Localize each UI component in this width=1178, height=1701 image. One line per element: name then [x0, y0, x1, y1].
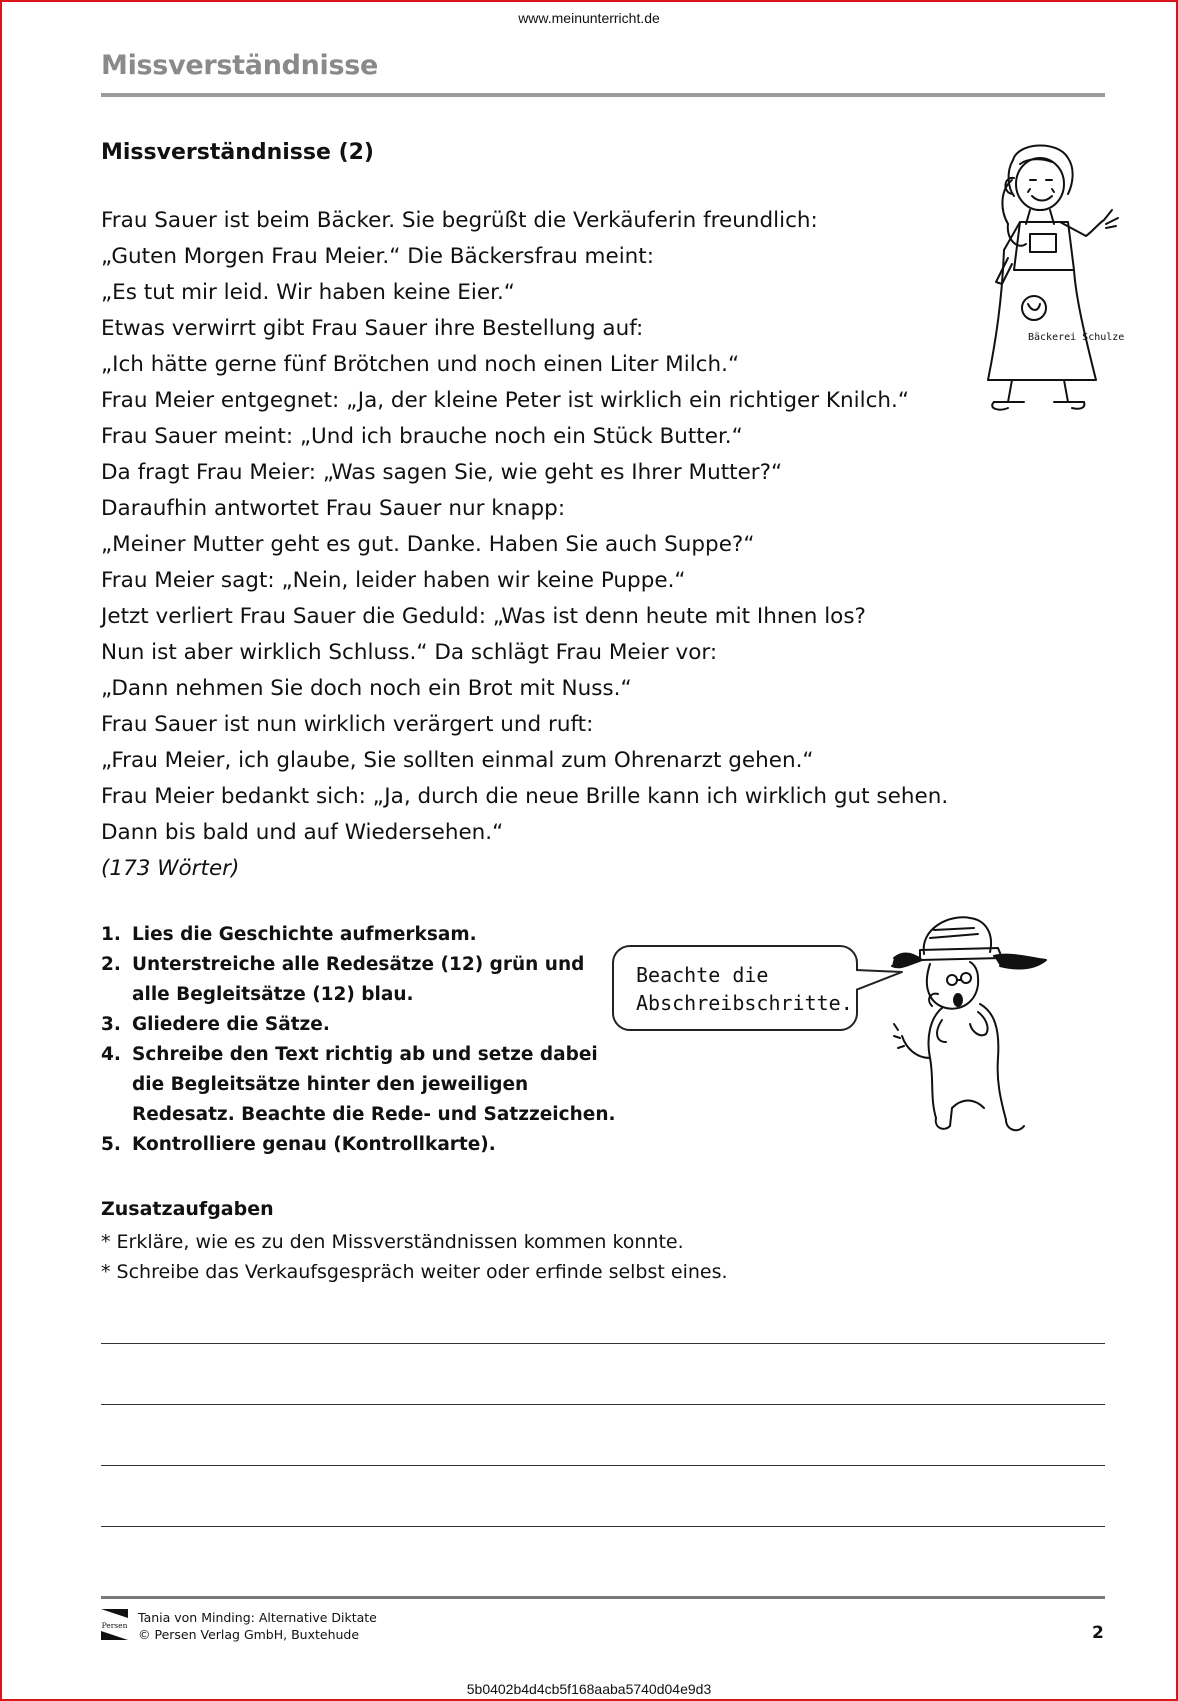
task-text: Unterstreiche alle Redesätze (12) grün und alle Begleitsätze (12) blau. [132, 954, 585, 1005]
story-line: Jetzt verliert Frau Sauer die Geduld: „Was ist denn heute mit Ihnen los? [101, 604, 866, 629]
task-list [101, 920, 621, 1160]
document-id: 5b0402b4d4cb5f168aaba5740d04e9d3 [466, 1681, 712, 1697]
story-line: Etwas verwirrt gibt Frau Sauer ihre Bestellung auf: [101, 316, 644, 341]
task-number: 2. [101, 954, 121, 975]
writing-line [101, 1343, 1105, 1344]
publisher-logo-icon [101, 1609, 128, 1640]
task-text: Gliedere die Sätze. [132, 1014, 330, 1035]
header-rule [101, 93, 1105, 97]
speech-bubble-line: Abschreibschritte. [636, 991, 853, 1015]
story-line: „Dann nehmen Sie doch noch ein Brot mit Nuss.“ [101, 676, 632, 701]
story-line: Frau Sauer meint: „Und ich brauche noch ein Stück Butter.“ [101, 424, 743, 449]
story-line: Daraufhin antwortet Frau Sauer nur knapp: [101, 496, 566, 521]
footer-rule [101, 1596, 1105, 1599]
task-number: 5. [101, 1134, 121, 1155]
task-item [101, 1040, 621, 1130]
footer-author-line: Tania von Minding: Alternative Diktate [138, 1610, 377, 1625]
writing-line [101, 1404, 1105, 1405]
extra-task-item: * Schreibe das Verkaufsgespräch weiter oder erfinde selbst eines. [101, 1261, 728, 1283]
story-line: Nun ist aber wirklich Schluss.“ Da schlägt Frau Meier vor: [101, 640, 718, 665]
writing-line [101, 1526, 1105, 1527]
dog-illustration [890, 908, 1050, 1142]
story-line: „Frau Meier, ich glaube, Sie sollten einmal zum Ohrenarzt gehen.“ [101, 748, 814, 773]
story-line: Da fragt Frau Meier: „Was sagen Sie, wie geht es Ihrer Mutter?“ [101, 460, 783, 485]
task-number: 3. [101, 1014, 121, 1035]
footer-credits [138, 1609, 377, 1643]
worksheet-title: Missverständnisse (2) [101, 140, 374, 165]
task-item [101, 920, 621, 950]
baker-woman-illustration [968, 140, 1128, 420]
task-item [101, 950, 621, 1010]
task-number: 1. [101, 924, 121, 945]
site-url[interactable]: www.meinunterricht.de [518, 10, 660, 26]
word-count: (173 Wörter) [101, 856, 240, 881]
task-number: 4. [101, 1044, 121, 1065]
page-number: 2 [1092, 1623, 1104, 1643]
extra-task-item: * Erkläre, wie es zu den Missverständnissen kommen konnte. [101, 1231, 684, 1253]
story-line: Frau Meier sagt: „Nein, leider haben wir keine Puppe.“ [101, 568, 686, 593]
story-line: Frau Sauer ist nun wirklich verärgert und ruft: [101, 712, 594, 737]
story-line: Frau Meier entgegnet: „Ja, der kleine Peter ist wirklich ein richtiger Knilch.“ [101, 388, 910, 413]
story-line: „Es tut mir leid. Wir haben keine Eier.“ [101, 280, 515, 305]
writing-line [101, 1465, 1105, 1466]
publisher-logo-text: Persen [101, 1621, 128, 1630]
story-line: „Ich hätte gerne fünf Brötchen und noch einen Liter Milch.“ [101, 352, 740, 377]
story-line: Dann bis bald und auf Wiedersehen.“ [101, 820, 504, 845]
story-line: Frau Sauer ist beim Bäcker. Sie begrüßt die Verkäuferin freundlich: [101, 208, 818, 233]
story-line: „Meiner Mutter geht es gut. Danke. Haben Sie auch Suppe?“ [101, 532, 755, 557]
task-text: Lies die Geschichte aufmerksam. [132, 924, 477, 945]
task-text: Schreibe den Text richtig ab und setze dabei die Begleitsätze hinter den jeweiligen Redesatz. Beachte die Rede- und Satzzeichen. [132, 1044, 616, 1125]
task-text: Kontrolliere genau (Kontrollkarte). [132, 1134, 496, 1155]
speech-bubble [612, 945, 858, 1031]
task-item [101, 1130, 621, 1160]
header-title: Missverständnisse [101, 50, 379, 81]
footer-copyright-line: © Persen Verlag GmbH, Buxtehude [138, 1627, 360, 1642]
story-text [101, 203, 1021, 887]
speech-bubble-line: Beachte die [636, 963, 769, 987]
story-line: Frau Meier bedankt sich: „Ja, durch die neue Brille kann ich wirklich gut sehen. [101, 784, 949, 809]
apron-text: Bäckerei Schulze [1028, 332, 1125, 343]
story-line: „Guten Morgen Frau Meier.“ Die Bäckersfrau meint: [101, 244, 654, 269]
extra-tasks-heading: Zusatzaufgaben [101, 1198, 274, 1220]
extra-tasks-list [101, 1227, 728, 1287]
task-item [101, 1010, 621, 1040]
